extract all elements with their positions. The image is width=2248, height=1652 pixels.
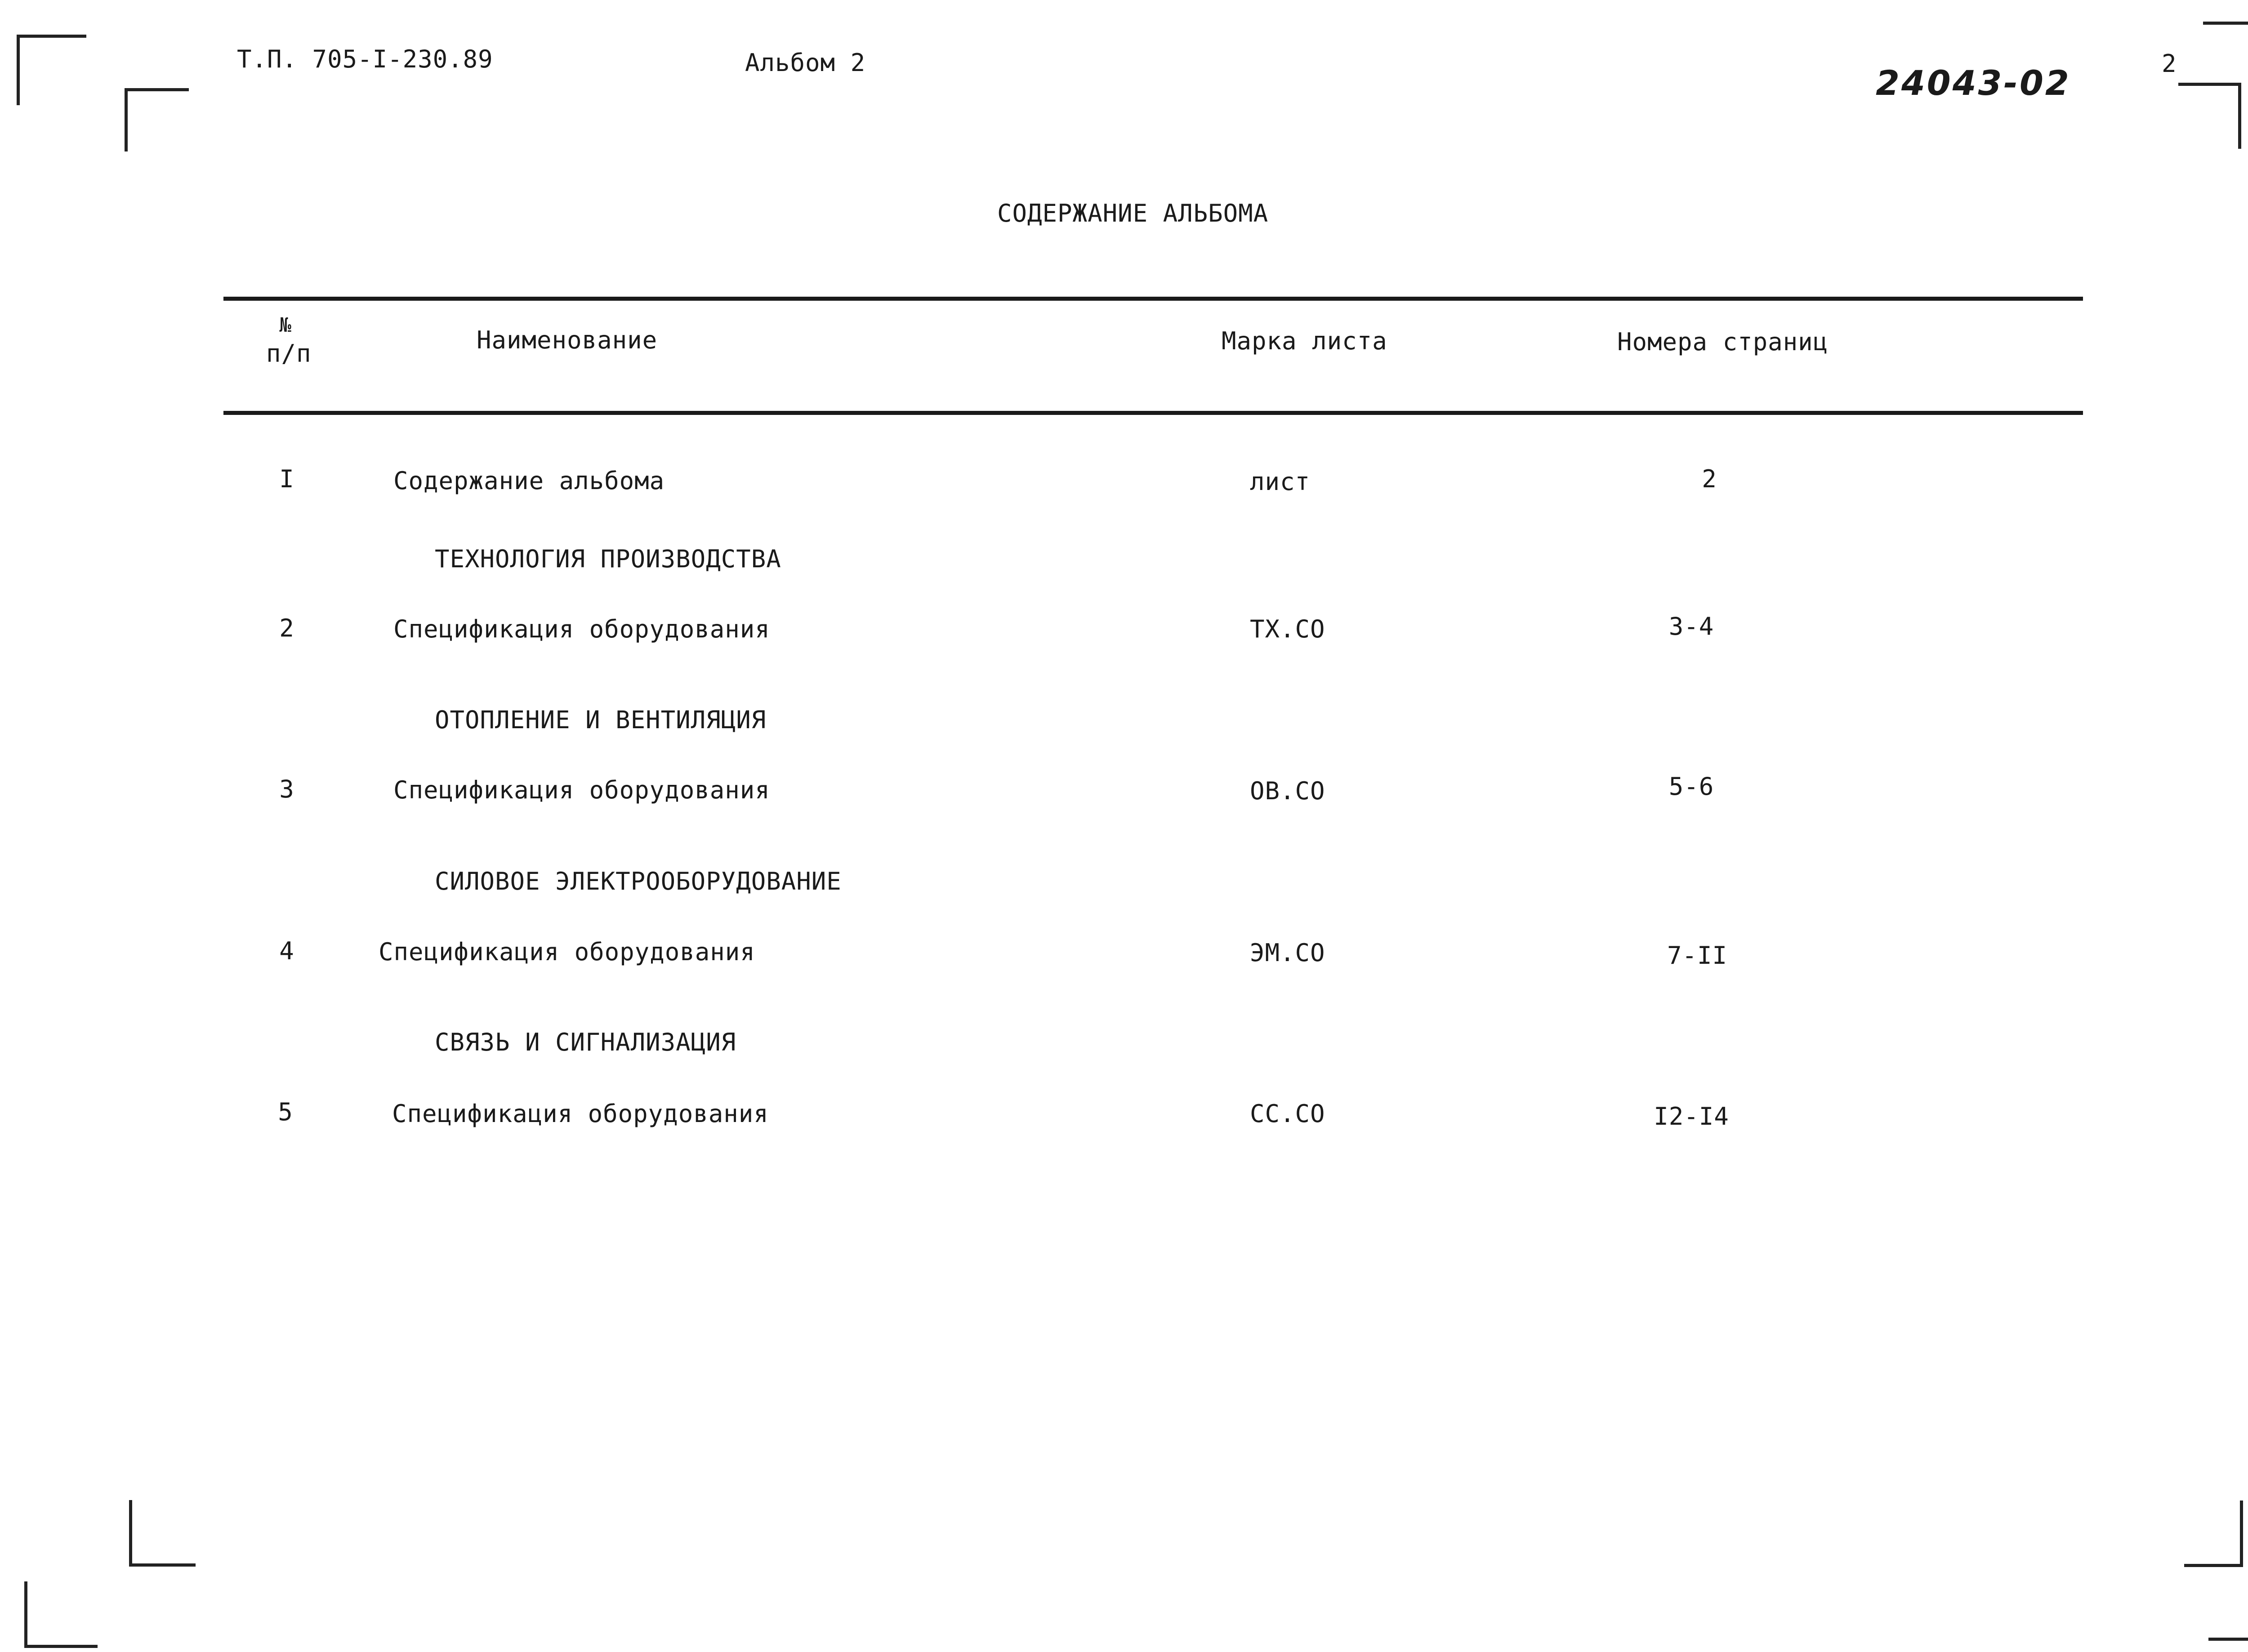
row-name: Содержание альбома — [393, 467, 665, 495]
header-number-symbol: № — [279, 314, 292, 337]
row-pages: 5-6 — [1668, 772, 1714, 801]
row-number: I — [279, 465, 294, 493]
handwritten-inventory-number: 24043-02 — [1876, 63, 2071, 103]
row-number: 4 — [279, 937, 294, 965]
row-pages: 7-II — [1667, 941, 1728, 970]
row-pages: I2-I4 — [1654, 1102, 1729, 1131]
row-name: Спецификация оборудования — [379, 938, 755, 966]
page-number: 2 — [2162, 49, 2177, 78]
document-code: Т.П. 705-I-230.89 — [237, 45, 493, 73]
row-sheet-mark: ОВ.СО — [1250, 777, 1325, 805]
section-heading: ТЕХНОЛОГИЯ ПРОИЗВОДСТВА — [435, 545, 781, 573]
row-sheet-mark: ЭМ.СО — [1250, 939, 1325, 967]
row-pages: 3-4 — [1668, 612, 1714, 641]
row-sheet-mark: лист — [1250, 468, 1311, 496]
row-number: 3 — [279, 775, 294, 803]
section-heading: СИЛОВОЕ ЭЛЕКТРООБОРУДОВАНИЕ — [435, 867, 842, 895]
header-page-numbers: Номера страниц — [1617, 328, 1829, 356]
header-name: Наименование — [477, 326, 658, 354]
row-number: 2 — [279, 614, 294, 642]
row-sheet-mark: СС.СО — [1250, 1100, 1325, 1128]
header-row-number: п/п — [266, 339, 312, 368]
section-heading: ОТОПЛЕНИЕ И ВЕНТИЛЯЦИЯ — [435, 706, 767, 734]
row-sheet-mark: ТХ.СО — [1250, 615, 1325, 643]
row-name: Спецификация оборудования — [393, 615, 770, 643]
row-name: Спецификация оборудования — [393, 776, 770, 804]
table-top-rule — [223, 297, 2083, 301]
page-title: СОДЕРЖАНИЕ АЛЬБОМА — [997, 199, 1269, 227]
row-name: Спецификация оборудования — [392, 1100, 769, 1128]
row-pages: 2 — [1702, 465, 1717, 493]
album-label: Альбом 2 — [745, 49, 866, 77]
header-sheet-mark: Марка листа — [1222, 327, 1387, 355]
section-heading: СВЯЗЬ И СИГНАЛИЗАЦИЯ — [435, 1028, 736, 1056]
table-header-rule — [223, 411, 2083, 415]
row-number: 5 — [278, 1098, 293, 1126]
